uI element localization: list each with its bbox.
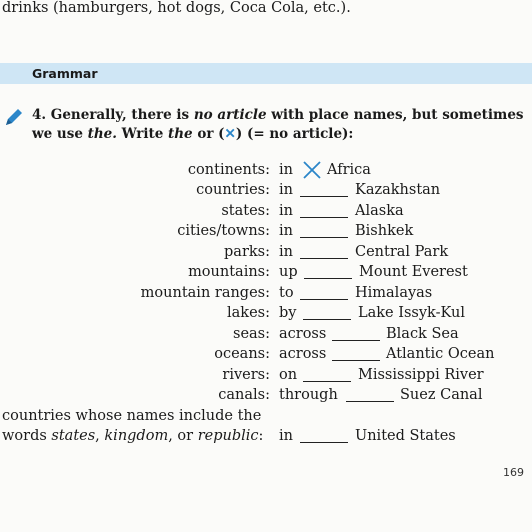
answer-blank[interactable] bbox=[300, 299, 348, 300]
row-place-name: Kazakhstan bbox=[355, 182, 441, 198]
answer-blank[interactable] bbox=[300, 237, 348, 238]
instruction-text: or ( bbox=[192, 126, 225, 142]
row-category: parks: bbox=[224, 244, 270, 260]
exercise-row bbox=[0, 324, 532, 344]
row-category: cities/towns: bbox=[177, 223, 270, 239]
category-emphasis: kingdom bbox=[104, 428, 169, 444]
answer-blank[interactable] bbox=[300, 258, 348, 259]
grammar-section-title: Grammar bbox=[32, 66, 98, 81]
answer-blank[interactable] bbox=[304, 278, 352, 279]
exercise-row bbox=[0, 262, 532, 282]
row-preposition: on bbox=[279, 367, 298, 383]
page-number: 169 bbox=[503, 466, 524, 479]
previous-exercise-text: drinks (hamburgers, hot dogs, Coca Cola, etc.). bbox=[2, 0, 351, 16]
instruction-emphasis: no article bbox=[193, 107, 267, 123]
exercise-row bbox=[0, 303, 532, 323]
exercise-row bbox=[0, 385, 532, 405]
row-place-name: Bishkek bbox=[355, 223, 414, 239]
row-category: seas: bbox=[233, 326, 270, 342]
row-category-line1: countries whose names include the bbox=[2, 408, 262, 424]
exercise-row bbox=[0, 180, 532, 200]
row-preposition: in bbox=[279, 182, 293, 198]
instruction-text: Write bbox=[116, 126, 168, 142]
row-preposition: up bbox=[279, 264, 298, 280]
pencil-icon bbox=[3, 106, 25, 128]
exercise-row bbox=[0, 201, 532, 221]
no-article-x-icon: ✕ bbox=[224, 126, 236, 142]
row-preposition: through bbox=[279, 387, 338, 403]
row-place-name: Mississippi River bbox=[358, 367, 484, 383]
exercise-instruction bbox=[32, 106, 532, 144]
exercise-row bbox=[0, 160, 532, 180]
instruction-text: Generally, there is bbox=[50, 107, 194, 123]
instruction-emphasis: the bbox=[168, 126, 193, 142]
category-text: , or bbox=[168, 428, 198, 444]
row-category: continents: bbox=[187, 162, 270, 178]
row-category: states: bbox=[221, 203, 270, 219]
row-preposition: in bbox=[279, 428, 293, 444]
exercise-number: 4. bbox=[32, 107, 47, 123]
row-preposition: across bbox=[279, 326, 327, 342]
row-place-name: Central Park bbox=[355, 244, 449, 260]
row-preposition: in bbox=[279, 223, 293, 239]
row-category: mountain ranges: bbox=[140, 285, 270, 301]
category-text: , bbox=[95, 428, 105, 444]
row-category: canals: bbox=[218, 387, 270, 403]
answer-blank[interactable] bbox=[300, 217, 348, 218]
instruction-emphasis: the. bbox=[87, 126, 117, 142]
exercise-row bbox=[0, 426, 532, 446]
row-preposition: across bbox=[279, 346, 327, 362]
row-place-name: United States bbox=[355, 428, 456, 444]
row-category: countries: bbox=[196, 182, 270, 198]
row-place-name: Lake Issyk-Kul bbox=[358, 305, 465, 321]
row-place-name: Black Sea bbox=[386, 326, 459, 342]
exercise-row bbox=[0, 365, 532, 385]
answer-blank[interactable] bbox=[332, 360, 380, 361]
row-place-name: Atlantic Ocean bbox=[386, 346, 495, 362]
example-x-mark-icon bbox=[301, 160, 323, 180]
category-text: words bbox=[2, 428, 52, 444]
row-category: lakes: bbox=[227, 305, 270, 321]
answer-blank[interactable] bbox=[300, 442, 348, 443]
exercise-row bbox=[0, 242, 532, 262]
row-preposition: in bbox=[279, 203, 293, 219]
answer-blank[interactable] bbox=[300, 196, 348, 197]
row-preposition: by bbox=[279, 305, 297, 321]
answer-blank[interactable] bbox=[346, 401, 394, 402]
row-preposition: in bbox=[279, 244, 293, 260]
instruction-text: with place names, but sometimes we use bbox=[32, 107, 524, 142]
exercise-row bbox=[0, 283, 532, 303]
row-place-name: Suez Canal bbox=[400, 387, 483, 403]
row-place-name: Alaska bbox=[355, 203, 404, 219]
exercise-row bbox=[0, 221, 532, 241]
answer-blank[interactable] bbox=[303, 319, 351, 320]
instruction-text: ) (= no article): bbox=[235, 126, 354, 142]
row-place-name: Himalayas bbox=[355, 285, 433, 301]
category-emphasis: states bbox=[51, 428, 96, 444]
answer-blank[interactable] bbox=[303, 381, 351, 382]
row-place-name: Africa bbox=[327, 162, 371, 178]
category-emphasis: republic bbox=[197, 428, 259, 444]
row-category: oceans: bbox=[214, 346, 270, 362]
row-category: mountains: bbox=[188, 264, 270, 280]
answer-blank[interactable] bbox=[332, 340, 380, 341]
grammar-section-header bbox=[0, 63, 532, 84]
exercise-row bbox=[0, 344, 532, 364]
row-preposition: in bbox=[279, 162, 293, 178]
row-place-name: Mount Everest bbox=[359, 264, 468, 280]
row-category: rivers: bbox=[222, 367, 270, 383]
row-preposition: to bbox=[279, 285, 294, 301]
category-text: : bbox=[258, 428, 264, 444]
